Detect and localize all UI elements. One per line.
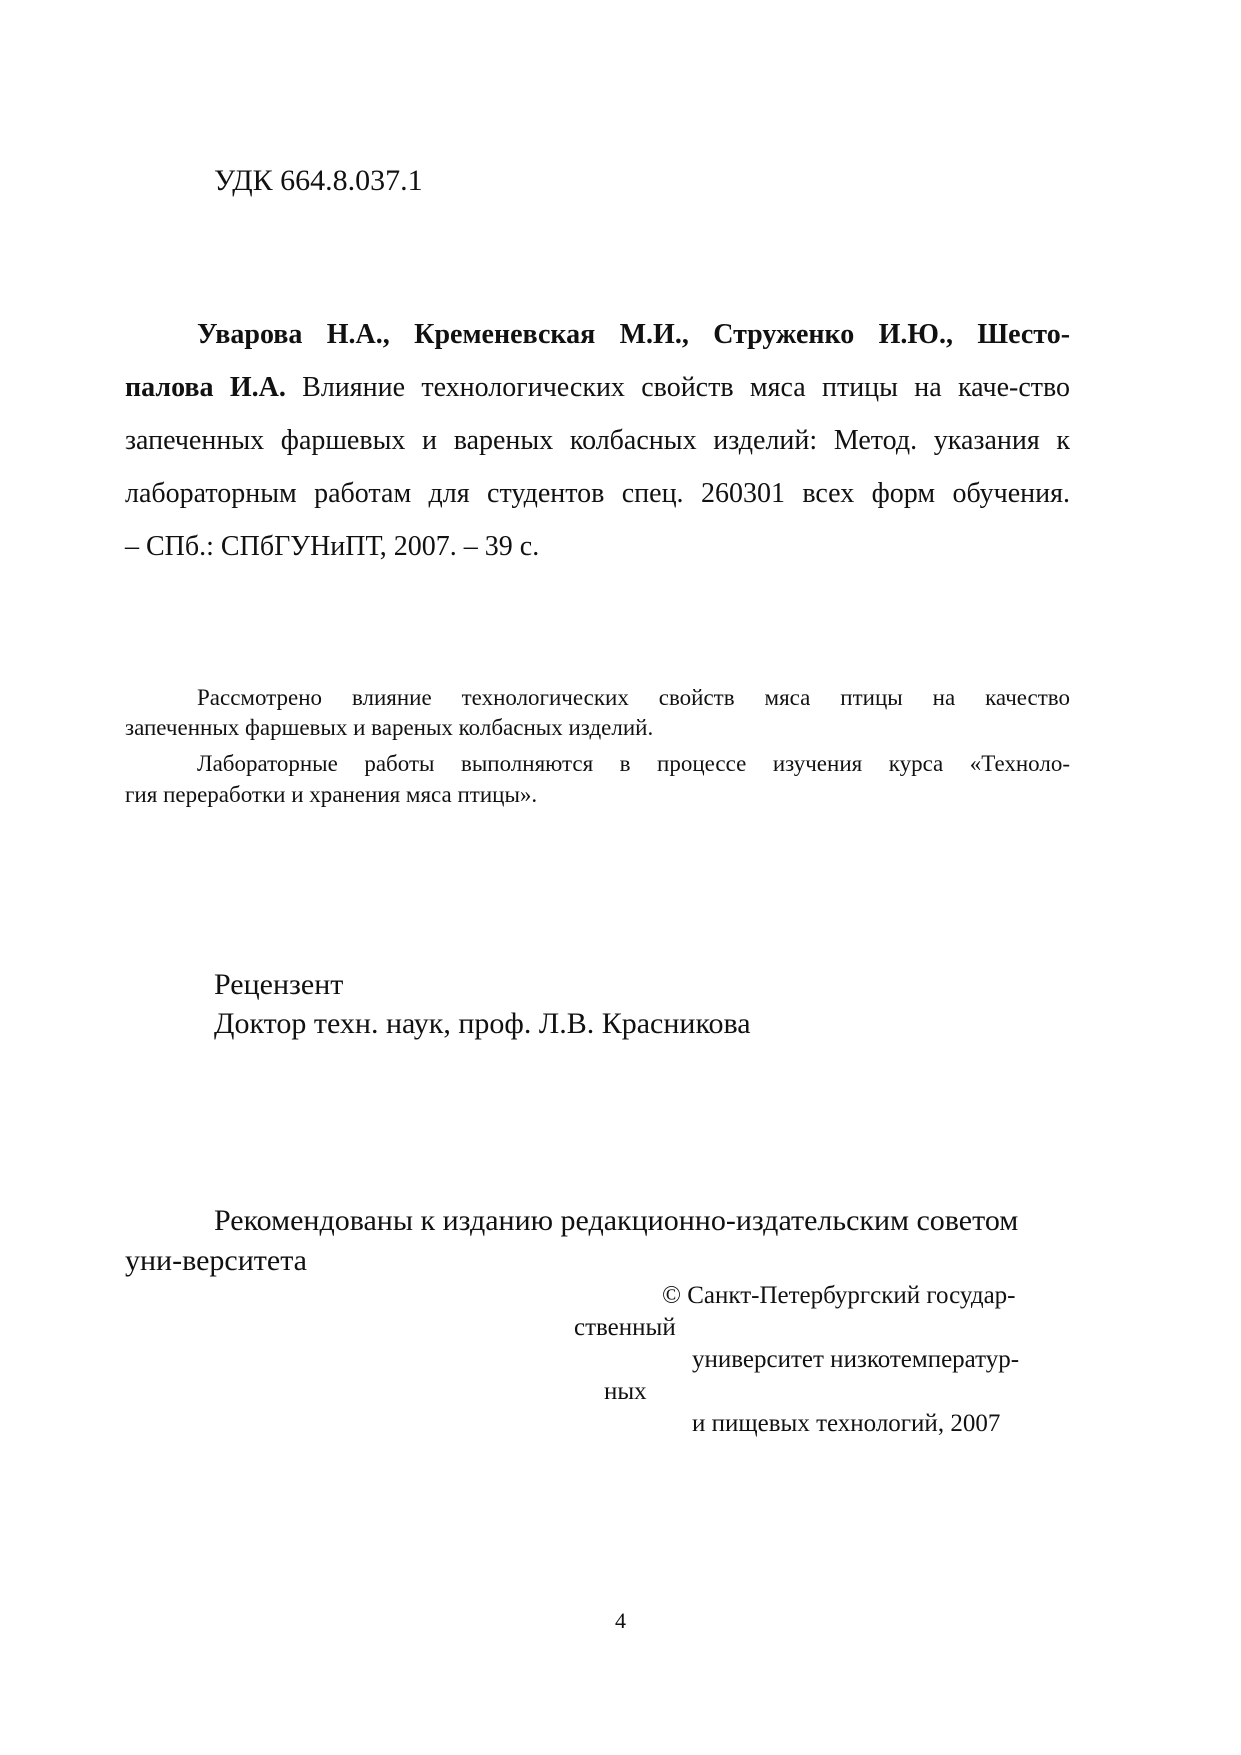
biblio-line-4: лабораторным работам для студентов спец. 260301 всех форм обучения. (125, 478, 1070, 509)
copyright-line-1: © Санкт-Петербургский государ- (662, 1282, 1016, 1309)
biblio-line-2 (125, 371, 1070, 404)
biblio-line-5: – СПб.: СПбГУНиПТ, 2007. – 39 с. (125, 531, 540, 562)
annotation-line-4: гия переработки и хранения мяса птицы». (125, 782, 538, 807)
authors-line (125, 318, 1070, 351)
author-1: Уварова Н.А., (197, 319, 390, 350)
page-number: 4 (615, 1608, 626, 1633)
udk-code: УДК 664.8.037.1 (214, 164, 423, 197)
copyright-line-5: и пищевых технологий, 2007 (692, 1410, 1001, 1437)
annotation-line-3: Лабораторные работы выполняются в процессе изучения курса «Техноло- (197, 751, 1070, 776)
reviewer-name: Доктор техн. наук, проф. Л.В. Красникова (214, 1007, 751, 1040)
annotation-line-2: запеченных фаршевых и вареных колбасных изделий. (125, 715, 654, 740)
biblio-line-3: запеченных фаршевых и вареных колбасных изделий: Метод. указания к (125, 425, 1070, 456)
author-2: Кременевская М.И., (414, 319, 689, 350)
reviewer-label: Рецензент (214, 968, 344, 1001)
copyright-line-2: ственный (574, 1314, 676, 1341)
recommendation-line-1: Рекомендованы к изданию редакционно-издательским советом (214, 1204, 1019, 1237)
copyright-line-3: университет низкотемператур- (692, 1346, 1020, 1373)
author-4: Шесто- (977, 319, 1071, 350)
title-start: Влияние технологических свойств мяса птицы на каче-ство (302, 372, 1071, 403)
annotation-line-1: Рассмотрено влияние технологических свойств мяса птицы на качество (197, 685, 1070, 710)
author-4-continued: палова И.А. (125, 372, 286, 403)
recommendation-line-2: уни-верситета (125, 1244, 307, 1277)
copyright-line-4: ных (604, 1378, 647, 1405)
author-3: Струженко И.Ю., (713, 319, 953, 350)
